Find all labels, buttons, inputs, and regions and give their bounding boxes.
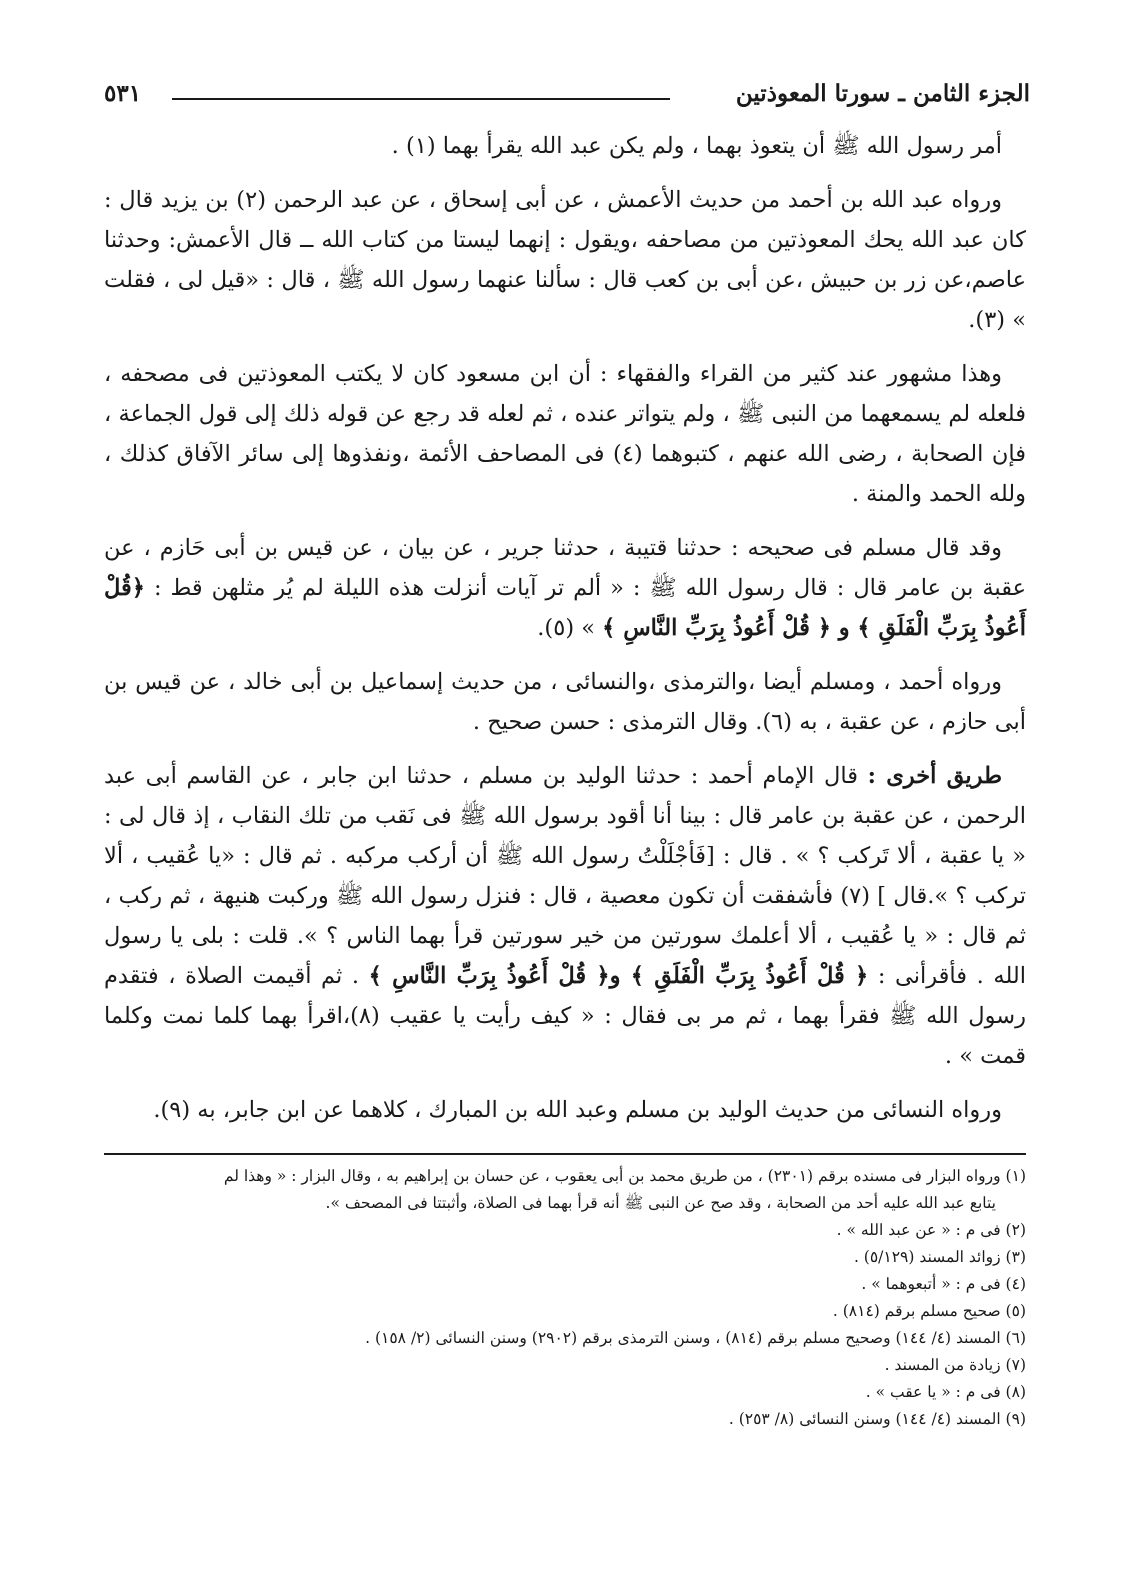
- main-text: [104, 126, 1026, 1144]
- footnote: (٥) صحيح مسلم برقم (٨١٤) .: [832, 1302, 1026, 1320]
- paragraph-tail: . ثم أقيمت الصلاة ، فتقدم رسول الله ﷺ فقرأ بهما ، ثم مر بى فقال : « كيف رأيت يا عقيب (٨)،اقرأ بهما كلما نمت وكلما قمت » .: [104, 963, 1026, 1069]
- paragraph: [104, 662, 1026, 742]
- paragraph-text: وهذا مشهور عند كثير من القراء والفقهاء : أن ابن مسعود كان لا يكتب المعوذتين فى مصحفه ، فلعله لم يسمعهما من النبى ﷺ ، ولم يتواتر عنده ، ثم لعله قد رجع عن قوله ذلك إلى قول الجماعة ، فإن الصحابة ، رضى الله عنهم ، كتبوهما (٤) فى المصاحف الأئمة ،ونفذوها إلى سائر الآفاق كذلك ، ولله الحمد والمنة .: [104, 361, 1026, 507]
- paragraph: [104, 756, 1026, 1076]
- paragraph-text: ورواه النسائى من حديث الوليد بن مسلم وعبد الله بن المبارك ، كلاهما عن ابن جابر، به (٩).: [153, 1097, 1002, 1123]
- paragraph-text: ورواه عبد الله بن أحمد من حديث الأعمش ، عن أبى إسحاق ، عن عبد الرحمن (٢) بن يزيد قال : كان عبد الله يحك المعوذتين من مصاحفه ،ويقول : إنهما ليستا من كتاب الله ــ قال الأعمش: وحدثنا عاصم،عن زر بن حبيش ،عن أبى بن كعب قال : سألنا عنهما رسول الله ﷺ ، قال : «قيل لى ، فقلت » (٣).: [104, 187, 1026, 333]
- section-lead: طريق أخرى :: [867, 763, 1003, 789]
- header-title: الجزء الثامن ـ سورتا المعوذتين: [735, 80, 1030, 107]
- paragraph-text: ورواه أحمد ، ومسلم أيضا ،والترمذى ،والنسائى ، من حديث إسماعيل بن أبى خالد ، عن قيس بن أبى حازم ، عن عقبة ، به (٦). وقال الترمذى : حسن صحيح .: [104, 669, 1026, 735]
- paragraph: [104, 126, 1026, 166]
- paragraph: [104, 354, 1026, 514]
- paragraph: [104, 1090, 1026, 1130]
- quran-verse: ﴿ قُلْ أَعُوذُ بِرَبِّ الْفَلَقِ ﴾ و﴿ قُلْ أَعُوذُ بِرَبِّ النَّاسِ ﴾: [368, 963, 869, 989]
- footnotes: [104, 1153, 1026, 1433]
- paragraph-tail: » (٥).: [537, 615, 596, 641]
- paragraph: [104, 180, 1026, 340]
- running-header: [104, 78, 1030, 118]
- paragraph-text: وقد قال مسلم فى صحيحه : حدثنا قتيبة ، حدثنا جرير ، عن بيان ، عن قيس بن أبى حَازم ، عن عقبة بن عامر قال : قال رسول الله ﷺ : « ألم تر آيات أنزلت هذه الليلة لم يُر مثلهن قط :: [104, 535, 1026, 601]
- footnote: (٤) فى م : « أتبعوهما » .: [861, 1275, 1026, 1293]
- footnote: (١) ورواه البزار فى مسنده برقم (٢٣٠١) ، من طريق محمد بن أبى يعقوب ، عن حسان بن إبراهيم به ، وقال البزار : « وهذا لم: [223, 1167, 1026, 1185]
- footnote: (٢) فى م : « عن عبد الله » .: [836, 1221, 1026, 1239]
- footnote: (٣) زوائد المسند (٥/١٢٩) .: [853, 1248, 1026, 1266]
- paragraph-text: أمر رسول الله ﷺ أن يتعوذ بهما ، ولم يكن عبد الله يقرأ بهما (١) .: [391, 133, 1002, 159]
- footnote: (٦) المسند (٤/ ١٤٤) وصحيح مسلم برقم (٨١٤) ، وسنن الترمذى برقم (٢٩٠٢) وسنن النسائى (٢/ ١٥٨) .: [365, 1329, 1026, 1347]
- footnote-rule: [104, 1153, 1026, 1155]
- footnote: (٩) المسند (٤/ ١٤٤) وسنن النسائى (٨/ ٢٥٣) .: [728, 1410, 1026, 1428]
- paragraph-text: قال الإمام أحمد : حدثنا الوليد بن مسلم ، حدثنا ابن جابر ، عن القاسم أبى عبد الرحمن ، عن عقبة بن عامر قال : بينا أنا أقود برسول الله ﷺ فى نَقب من تلك النقاب ، إذ قال لى : « يا عقبة ، ألا تَركب ؟ » . قال : [فَأجْلَلْتُ رسول الله ﷺ أن أركب مركبه . ثم قال : «يا عُقيب ، ألا تركب ؟ ».قال ] (٧) فأشفقت أن تكون معصية ، قال : فنزل رسول الله ﷺ وركبت هنيهة ، ثم ركب ، ثم قال : « يا عُقيب ، ألا أعلمك سورتين من خير سورتين قرأ بهما الناس ؟ ». قلت : بلى يا رسول الله . فأقرأنى :: [104, 763, 1027, 989]
- paragraph: [104, 528, 1026, 648]
- footnote: (٧) زيادة من المسند .: [884, 1356, 1026, 1374]
- footnote: (٨) فى م : « يا عقب » .: [865, 1383, 1026, 1401]
- page-number: ٥٣١: [104, 80, 142, 107]
- header-rule: [172, 98, 670, 100]
- quran-verse: ﴿قُلْ أَعُوذُ بِرَبِّ الْفَلَقِ ﴾ و ﴿ قُلْ أَعُوذُ بِرَبِّ النَّاسِ ﴾: [104, 575, 1026, 641]
- footnote-continuation: يتابع عبد الله عليه أحد من الصحابة ، وقد صح عن النبى ﷺ أنه قرأ بهما فى الصلاة، وأثبتتا فى المصحف ».: [325, 1194, 996, 1212]
